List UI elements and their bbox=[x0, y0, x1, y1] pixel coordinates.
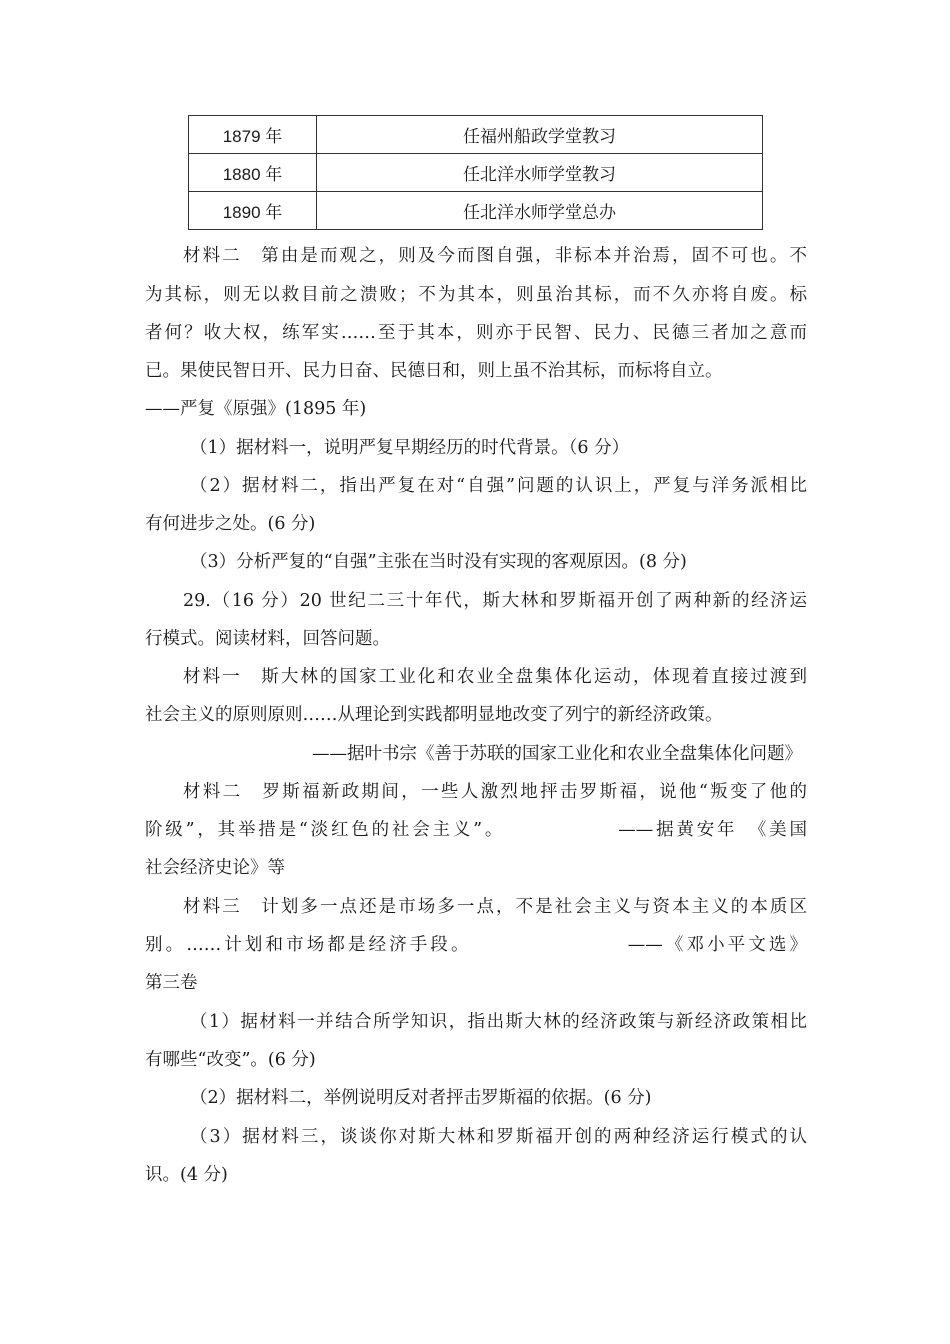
q29-question-3-cont: 识。(4 分) bbox=[145, 1165, 228, 1185]
table-row bbox=[189, 192, 763, 230]
table-cell-event: 任福州船政学堂教习 bbox=[317, 116, 763, 154]
section-label: 第三卷 bbox=[145, 973, 198, 993]
table-row bbox=[189, 154, 763, 192]
q29-material2-line: 阶级”，其举措是“淡红色的社会主义”。 ——据黄安年 《美国 bbox=[145, 820, 807, 840]
q28-material2-line: 材料二 第由是而观之，则及今而图自强，非标本并治焉，固不可也。不 bbox=[183, 246, 807, 266]
table-cell-year: 1880 年 bbox=[189, 154, 317, 192]
table-cell-event: 任北洋水师学堂总办 bbox=[317, 192, 763, 230]
q29-intro: 29.（16 分）20 世纪二三十年代，斯大林和罗斯福开创了两种新的经济运 bbox=[183, 591, 807, 611]
q28-question-2: （2）据材料二，指出严复在对“自强”问题的认识上，严复与洋务派相比 bbox=[190, 476, 807, 496]
q29-material2-line: 材料二 罗斯福新政期间，一些人激烈地抨击罗斯福，说他“叛变了他的 bbox=[183, 782, 807, 802]
q29-question-2: （2）据材料二，举例说明反对者抨击罗斯福的依据。(6 分) bbox=[190, 1088, 652, 1108]
q28-question-2-cont: 有何进步之处。(6 分) bbox=[145, 514, 316, 534]
q28-question-1: （1）据材料一，说明严复早期经历的时代背景。（6 分） bbox=[190, 438, 630, 458]
q28-material2-line: 者何？收大权，练军实……至于其本，则亦于民智、民力、民德三者加之意而 bbox=[145, 323, 807, 343]
q29-question-1: （1）据材料一并结合所学知识，指出斯大林的经济政策与新经济政策相比 bbox=[190, 1012, 807, 1032]
table-row bbox=[189, 116, 763, 154]
q29-intro-cont: 行模式。阅读材料，回答问题。 bbox=[145, 629, 390, 649]
q29-material3-line: 材料三 计划多一点还是市场多一点，不是社会主义与资本主义的本质区 bbox=[183, 897, 807, 917]
q28-material2-source: ——严复《原强》(1895 年) bbox=[145, 399, 367, 419]
table-cell-year: 1890 年 bbox=[189, 192, 317, 230]
q28-material2-line: 已。果使民智日开、民力日奋、民德日和，则上虽不治其标，而标将自立。 bbox=[145, 361, 723, 381]
career-timeline-table bbox=[188, 115, 763, 230]
q29-question-1-cont: 有哪些“改变”。(6 分) bbox=[145, 1050, 316, 1070]
q28-material2-line: 为其标，则无以救目前之溃败；不为其本，则虽治其标，而不久亦将自废。标 bbox=[145, 285, 807, 305]
q29-material1-line: 社会主义的原则原则……从理论到实践都明显地改变了列宁的新经济政策。 bbox=[145, 705, 723, 725]
table-cell-event: 任北洋水师学堂教习 bbox=[317, 154, 763, 192]
table-cell-year: 1879 年 bbox=[189, 116, 317, 154]
q29-question-3: （3）据材料三，谈谈你对斯大林和罗斯福开创的两种经济运行模式的认 bbox=[190, 1127, 807, 1147]
q29-material1-source: ——据叶书宗《善于苏联的国家工业化和农业全盘集体化问题》 bbox=[312, 744, 802, 764]
q29-material3-line: 别。……计划和市场都是经济手段。 ——《邓小平文选》 bbox=[145, 935, 807, 955]
q28-question-3: （3）分析严复的“自强”主张在当时没有实现的客观原因。(8 分) bbox=[190, 552, 687, 572]
q29-material2-line: 社会经济史论》等 bbox=[145, 858, 285, 878]
q29-material1-line: 材料一 斯大林的国家工业化和农业全盘集体化运动，体现着直接过渡到 bbox=[183, 667, 807, 687]
